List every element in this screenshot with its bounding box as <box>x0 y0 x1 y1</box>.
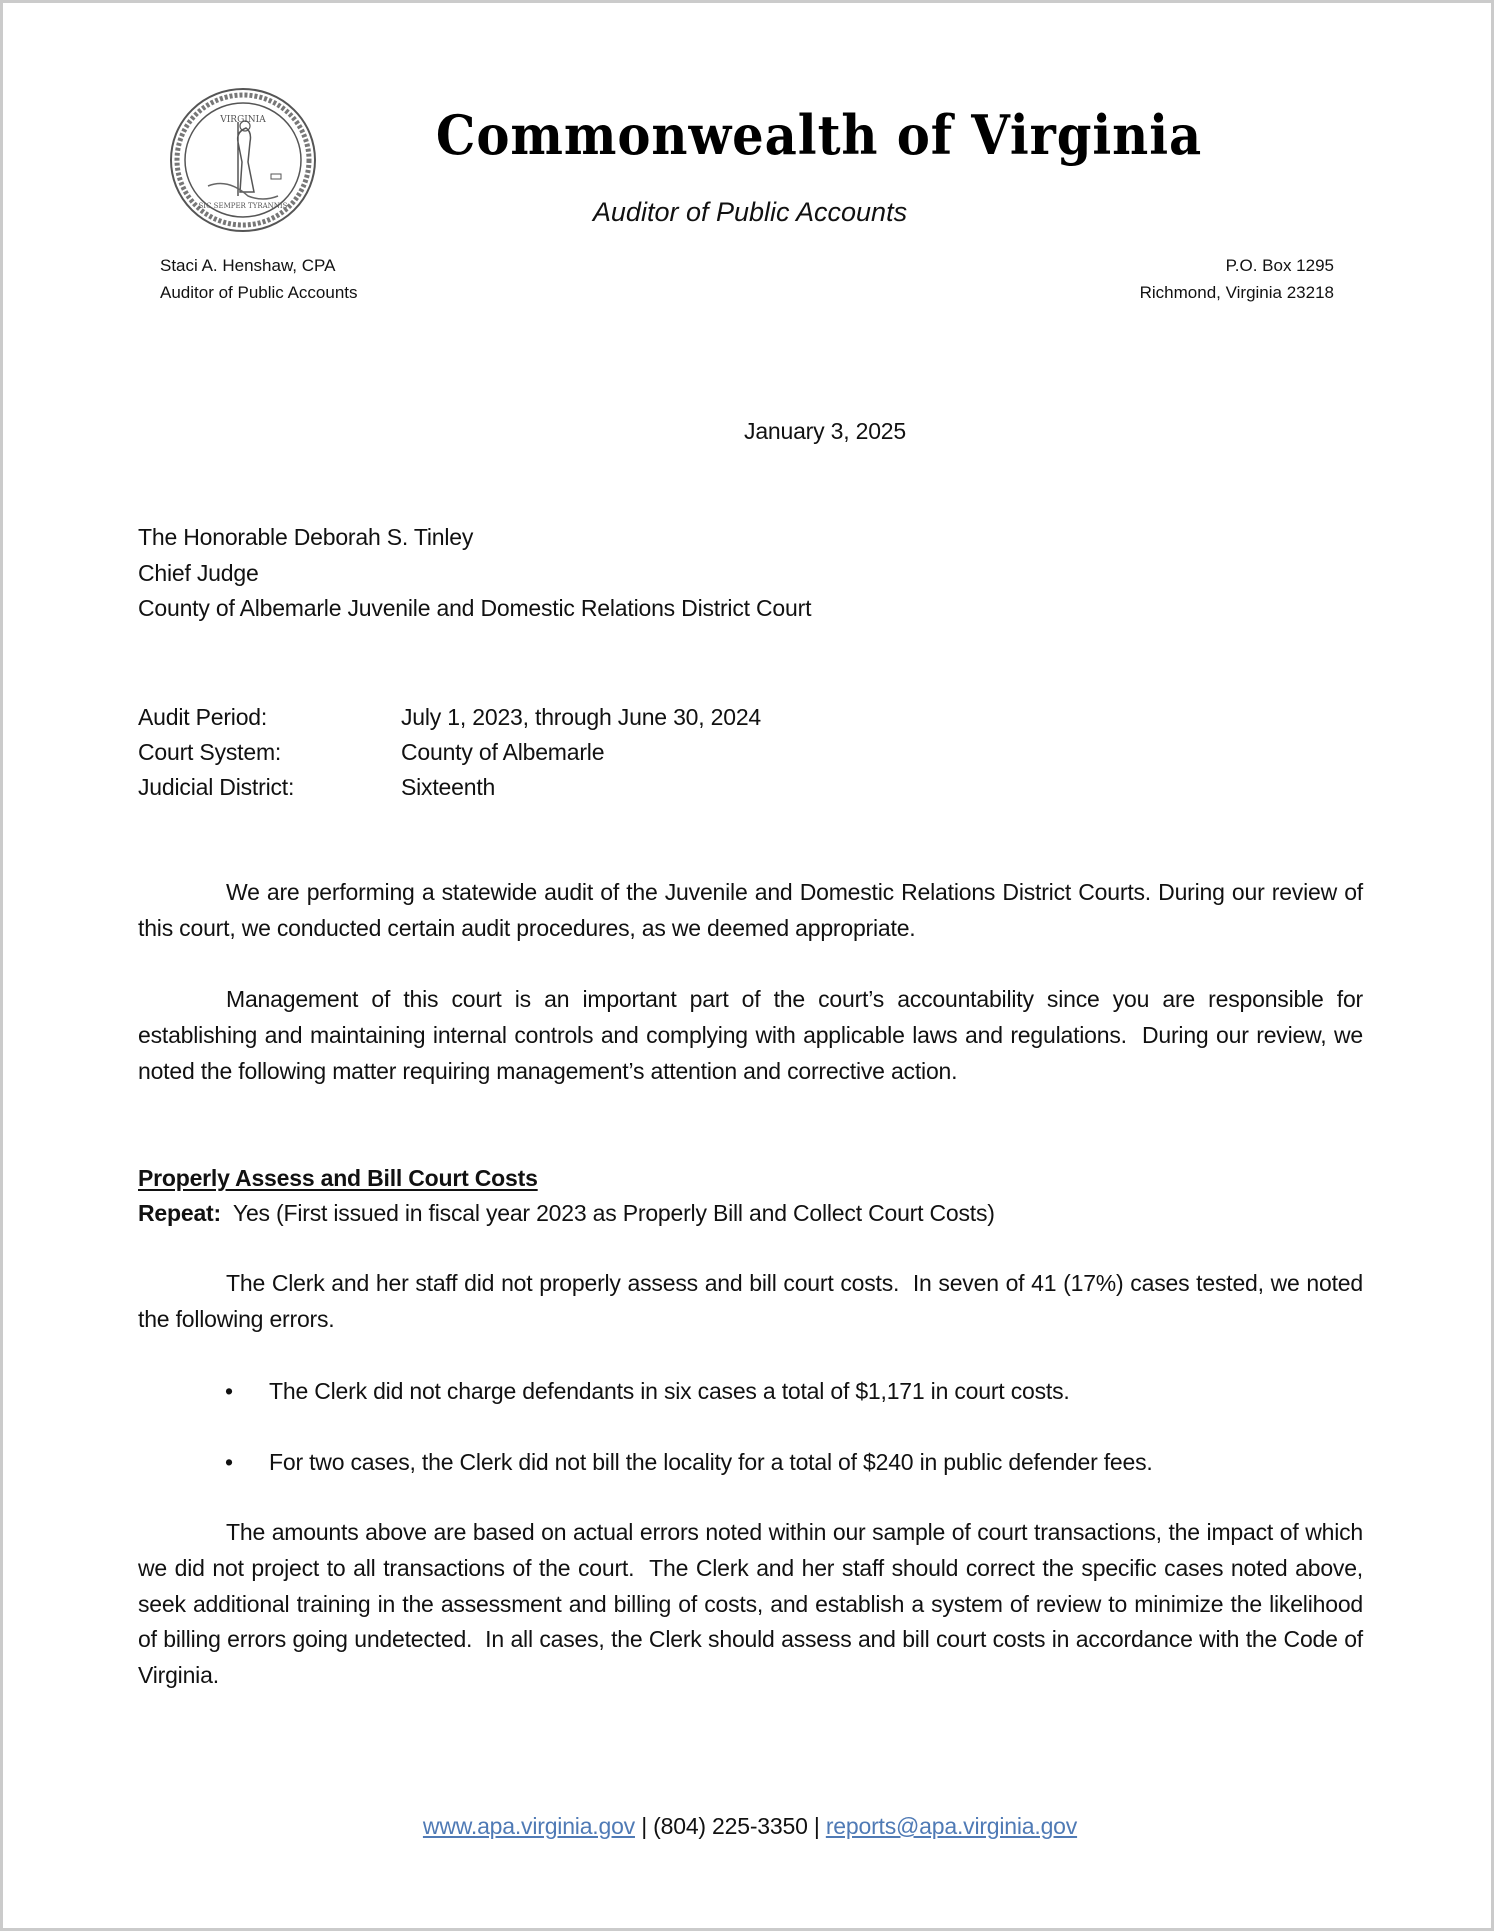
phone-number: (804) 225-3350 <box>653 1813 808 1839</box>
letterhead-title: Commonwealth of Virginia <box>435 103 1203 167</box>
footer-separator: | <box>641 1813 647 1839</box>
audit-info-label: Court System: <box>138 739 282 765</box>
auditor-name: Staci A. Henshaw, CPA <box>160 256 336 275</box>
finding-title: Properly Assess and Bill Court Costs <box>138 1165 538 1191</box>
repeat-label: Repeat: <box>138 1200 221 1226</box>
repeat-line <box>138 1195 995 1231</box>
recipient-block <box>138 520 811 627</box>
bullet-icon: • <box>225 1449 233 1475</box>
svg-text:SIC SEMPER TYRANNIS: SIC SEMPER TYRANNIS <box>198 202 288 210</box>
recipient-court: County of Albemarle Juvenile and Domestic Relations District Court <box>138 595 812 621</box>
audit-info-value: County of Albemarle <box>401 739 605 765</box>
finding-summary: The Clerk and her staff did not properly assess and bill court costs. In seven of 41 (17%) cases tested, we noted the following errors. <box>138 1270 1370 1332</box>
management-paragraph: Management of this court is an important part of the court’s accountability since you are responsible for establishing and maintaining internal controls and complying with applicable laws and regulations. During our review, we noted the following matter requiring management’s attention and corrective action. <box>138 986 1370 1084</box>
audit-info-label: Audit Period: <box>138 704 268 730</box>
letterhead-subtitle: Auditor of Public Accounts <box>592 197 908 227</box>
audit-info-value: July 1, 2023, through June 30, 2024 <box>401 704 762 730</box>
recipient-title: Chief Judge <box>138 559 259 586</box>
letter-date: January 3, 2025 <box>744 418 906 444</box>
letter-page <box>3 3 1491 1928</box>
footer-separator: | <box>813 1813 820 1839</box>
address-line-1: P.O. Box 1295 <box>1225 256 1334 275</box>
bullet-icon: • <box>225 1378 233 1404</box>
svg-text:VIRGINIA: VIRGINIA <box>220 115 266 125</box>
auditor-title: Auditor of Public Accounts <box>160 283 358 302</box>
email-link[interactable]: reports@apa.virginia.gov <box>825 1813 1078 1839</box>
audit-info-row <box>138 769 761 804</box>
audit-info <box>138 699 761 804</box>
footer <box>3 1809 1494 1843</box>
audit-info-row <box>138 699 761 734</box>
bullet-text: For two cases, the Clerk did not bill the locality for a total of $240 in public defender fees. <box>269 1449 1153 1475</box>
finding-heading <box>138 1160 538 1196</box>
website-link[interactable]: www.apa.virginia.gov <box>422 1813 635 1839</box>
mailing-address <box>1140 252 1334 306</box>
repeat-value: Yes (First issued in fiscal year 2023 as Properly Bill and Collect Court Costs) <box>232 1200 995 1226</box>
audit-info-value: Sixteenth <box>401 774 496 800</box>
audit-info-row <box>138 734 761 769</box>
audit-info-label: Judicial District: <box>138 774 295 800</box>
auditor-block <box>160 252 358 306</box>
recipient-name: The Honorable Deborah S. Tinley <box>138 524 474 550</box>
bullet-text: The Clerk did not charge defendants in six cases a total of $1,171 in court costs. <box>269 1378 1070 1404</box>
recommendation-paragraph: The amounts above are based on actual errors noted within our sample of court transactions, the impact of which we did not project to all transactions of the court. The Clerk and her staff should correct the specific cases noted above, seek additional training in the assessment and billing of costs, and establish a system of review to minimize the likelihood of billing errors going undetected. In all cases, the Clerk should assess and bill court costs in accordance with the Code of Virginia. <box>138 1519 1370 1689</box>
address-line-2: Richmond, Virginia 23218 <box>1139 283 1334 302</box>
intro-paragraph: We are performing a statewide audit of the Juvenile and Domestic Relations District Courts. During our review of this court, we conducted certain audit procedures, as we deemed appropriate. <box>138 879 1363 941</box>
